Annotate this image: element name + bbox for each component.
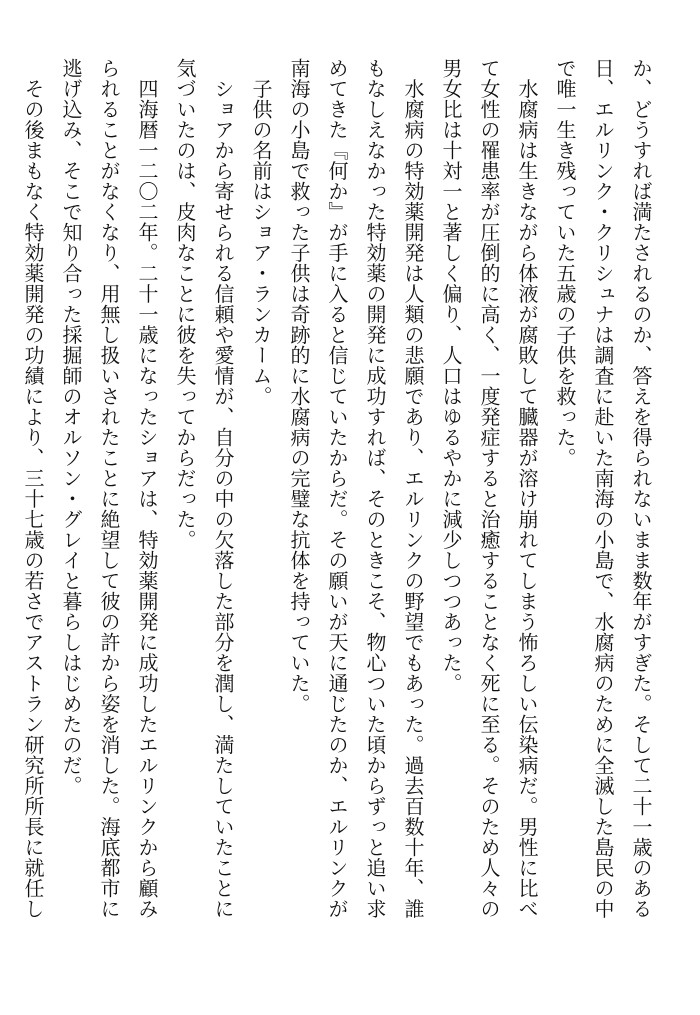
text-line: 四海暦一二〇二年。二十一歳になったショアは、特効薬開発に成功したエルリンクから顧み xyxy=(135,58,159,919)
vertical-text-body xyxy=(14,58,660,958)
text-line: 南海の小島で救った子供は奇跡的に水腐病の完璧な抗体を持っていた。 xyxy=(287,58,311,714)
text-line: 子供の名前はショア・ランカーム。 xyxy=(249,58,273,407)
text-line: 気づいたのは、皮肉なことに彼を失ってからだった。 xyxy=(173,58,197,550)
text-line: 逃げ込み、そこで知り合った採掘師のオルソン・グレイと暮らしはじめたのだ。 xyxy=(59,58,83,796)
text-line: 男女比は十対一と著しく偏り、人口はゆるやかに減少しつつあった。 xyxy=(439,58,463,694)
text-line: その後まもなく特効薬開発の功績により、三十七歳の若さでアストラン研究所所長に就任し xyxy=(21,58,45,919)
text-line: 水腐病の特効薬開発は人類の悲願であり、エルリンクの野望でもあった。過去百数十年、誰 xyxy=(401,58,425,919)
text-line: ショアから寄せられる信頼や愛情が、自分の中の欠落した部分を潤し、満たしていたことに xyxy=(211,58,235,919)
text-line: で唯一生き残っていた五歳の子供を救った。 xyxy=(553,58,577,468)
text-line: もなしえなかった特効薬の開発に成功すれば、そのときこそ、物心ついた頃からずっと追い求 xyxy=(363,58,387,919)
text-line: 水腐病は生きながら体液が腐敗して臓器が溶け崩れてしまう怖ろしい伝染病だ。男性に比べ xyxy=(515,58,539,919)
text-line: て女性の罹患率が圧倒的に高く、一度発症すると治癒することなく死に至る。そのため人々の xyxy=(477,58,501,919)
text-line: めてきた『何か』が手に入ると信じていたからだ。その願いが天に通じたのか、エルリンクが xyxy=(325,58,349,919)
text-line: か、どうすれば満たされるのか、答えを得られないまま数年がすぎた。そして二十一歳のある xyxy=(629,58,653,919)
text-line: 日、エルリンク・クリシュナは調査に赴いた南海の小島で、水腐病のために全滅した島民の中 xyxy=(591,58,615,919)
text-line: られることがなくなり、用無し扱いされたことに絶望して彼の許から姿を消した。海底都市に xyxy=(97,58,121,919)
